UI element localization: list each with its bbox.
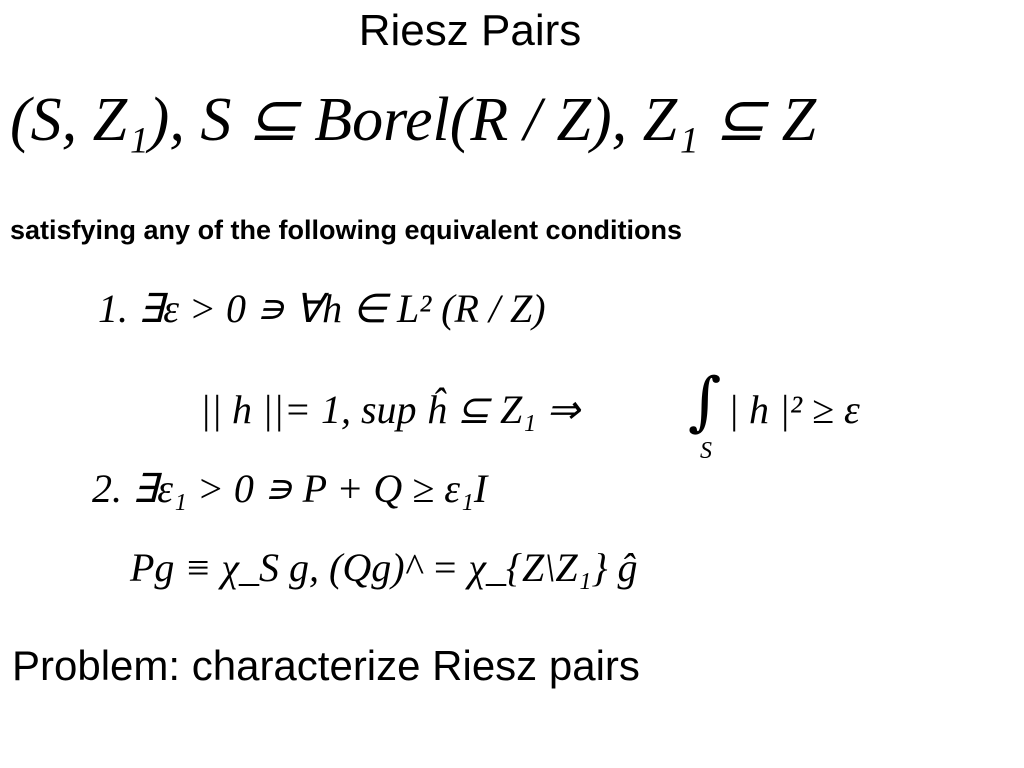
condition-2-line-2: Pg ≡ χ_S g, (Qg)^ = χ_{Z\Z₁} ĝ xyxy=(130,545,638,590)
slide-title: Riesz Pairs xyxy=(358,6,582,55)
integral-sign: ∫ xyxy=(688,365,722,439)
conditions-subtitle: satisfying any of the following equivalent conditions xyxy=(10,215,683,245)
condition-1-line-2-rhs: | h |² ≥ ε xyxy=(728,387,860,432)
integral-domain: S xyxy=(700,438,712,464)
condition-1-line-1: 1. ∃ε > 0 ∍ ∀h ∈ L² (R / Z) xyxy=(98,286,546,331)
condition-1-line-2-lhs: || h ||= 1, sup ĥ ⊆ Z₁ ⇒ xyxy=(200,387,580,432)
integral-over-s xyxy=(688,365,728,470)
definition-formula: (S, Z₁), S ⊆ Borel(R / Z), Z₁ ⊆ Z xyxy=(10,86,817,154)
condition-2-line-1: 2. ∃ε₁ > 0 ∍ P + Q ≥ ε₁I xyxy=(92,466,488,511)
problem-statement: Problem: characterize Riesz pairs xyxy=(12,642,640,689)
